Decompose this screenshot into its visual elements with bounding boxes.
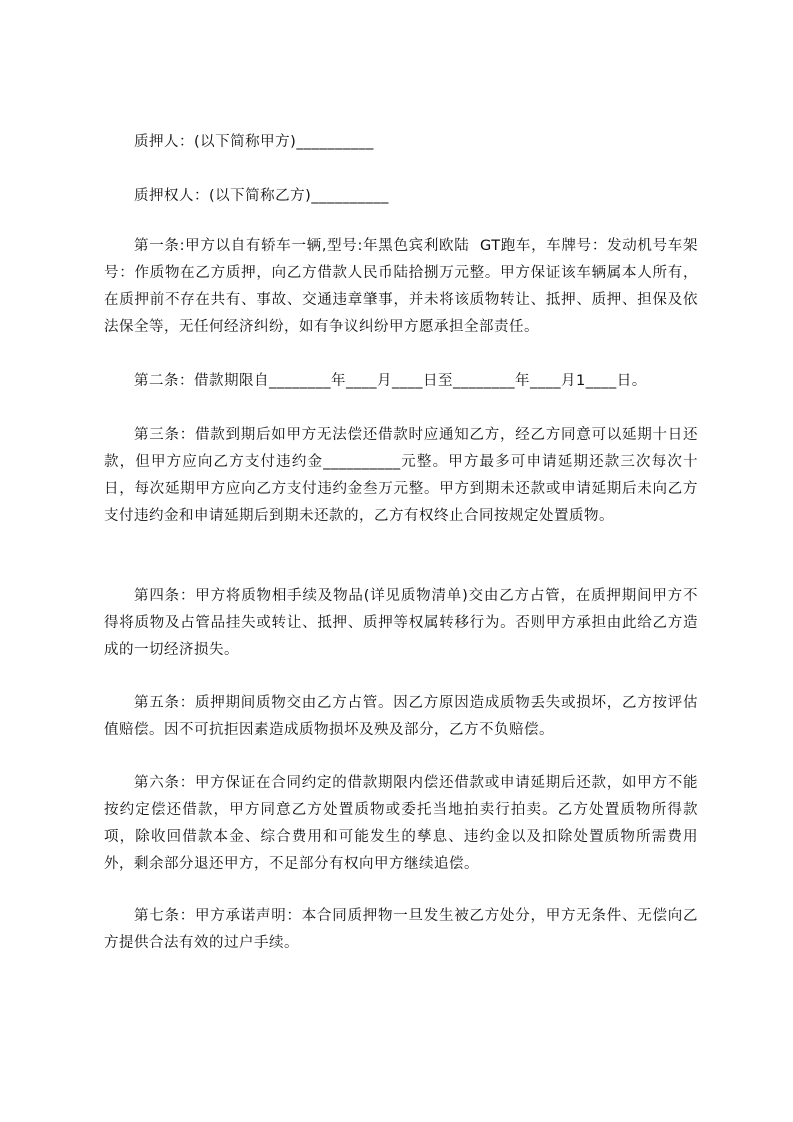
article-1: 第一条:甲方以自有轿车一辆,型号:年黑色宾利欧陆 GT跑车，车牌号：发动机号车架号：作质物在乙方质押，向乙方借款人民币陆拾捌万元整。甲方保证该车辆属本人所有，在质押前不存在共有、事故、交通违章肇事，并未将该质物转让、抵押、质押、担保及依法保全等，无任何经济纠纷，如有争议纠纷甲方愿承担全部责任。 (104, 238, 698, 335)
article-4: 第四条：甲方将质物相手续及物品(详见质物清单)交由乙方占管，在质押期间甲方不得将质物及占管品挂失或转让、抵押、质押等权属转移行为。否则甲方承担由此给乙方造成的一切经济损失。 (104, 588, 698, 658)
article-3: 第三条：借款到期后如甲方无法偿还借款时应通知乙方，经乙方同意可以延期十日还款，但甲方应向乙方支付违约金__________元整。甲方最多可申请延期还款三次每次十日，每次延期甲方应向乙方支付违约金叁万元整。甲方到期未还款或申请延期后未向乙方支付违约金和申请延期后到期未还款的，乙方有权终止合同按规定处置质物。 (104, 427, 698, 524)
pledgor-line: 质押人：(以下简称甲方)__________ (134, 134, 374, 150)
article-6: 第六条：甲方保证在合同约定的借款期限内偿还借款或申请延期后还款，如甲方不能按约定偿还借款，甲方同意乙方处置质物或委托当地拍卖行拍卖。乙方处置质物所得款项，除收回借款本金、综合费用和可能发生的孳息、违约金以及扣除处置质物所需费用外，剩余部分退还甲方，不足部分有权向甲方继续追偿。 (104, 775, 698, 872)
article-2: 第二条：借款期限自________年____月____日至________年____月1____日。 (134, 373, 647, 389)
pledgee-line: 质押权人：(以下简称乙方)__________ (134, 188, 389, 204)
article-5: 第五条：质押期间质物交由乙方占管。因乙方原因造成质物丢失或损坏，乙方按评估值赔偿。因不可抗拒因素造成质物损坏及殃及部分，乙方不负赔偿。 (104, 695, 698, 738)
article-7: 第七条：甲方承诺声明：本合同质押物一旦发生被乙方处分，甲方无条件、无偿向乙方提供合法有效的过户手续。 (104, 908, 698, 951)
